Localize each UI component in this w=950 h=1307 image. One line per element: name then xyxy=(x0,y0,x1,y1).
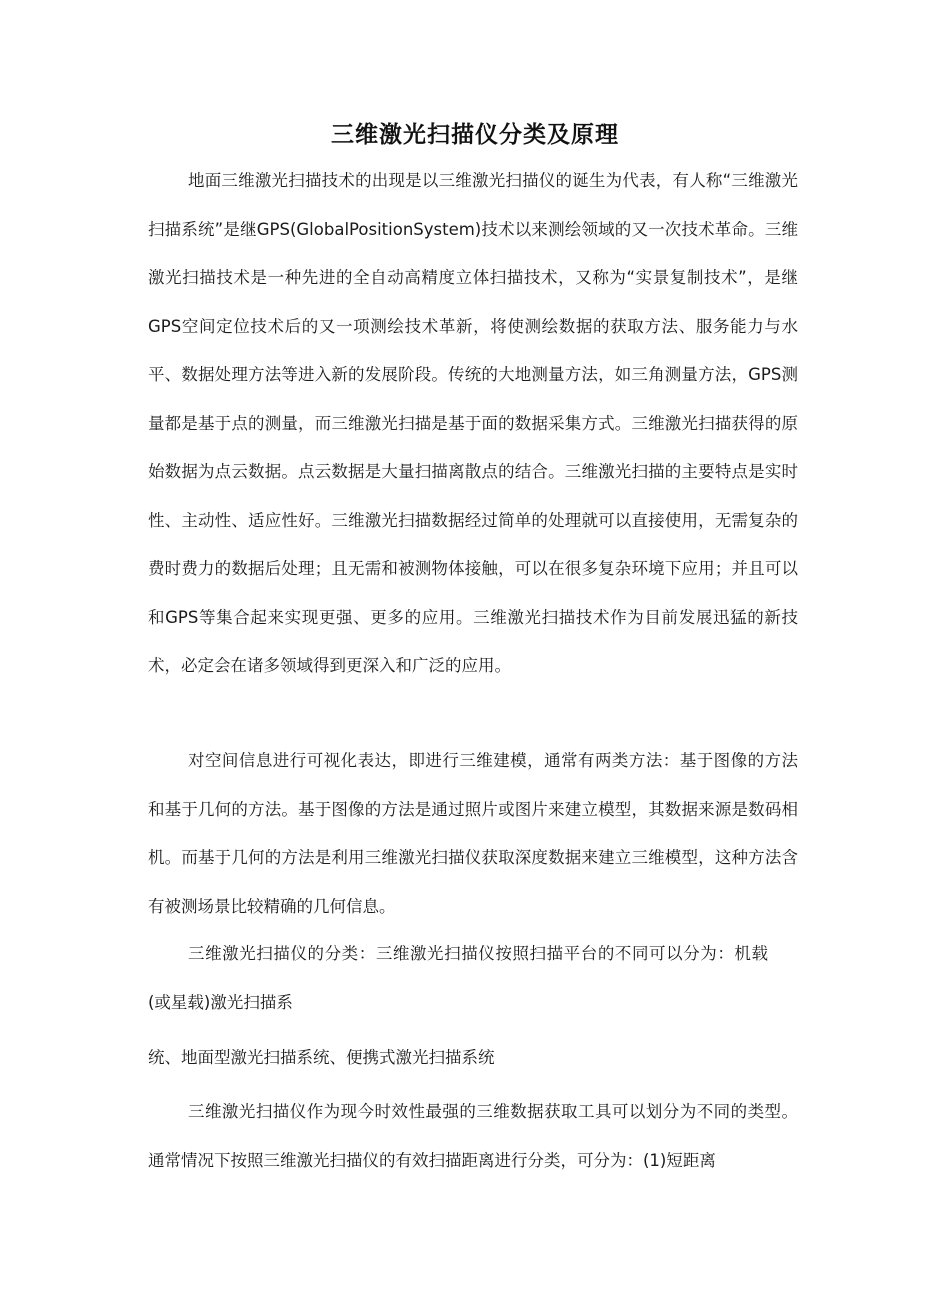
paragraph-modeling: 对空间信息进行可视化表达，即进行三维建模，通常有两类方法：基于图像的方法和基于几何的方法。基于图像的方法是通过照片或图片来建立模型，其数据来源是数码相机。而基于几何的方法是利用三维激光扫描仪获取深度数据来建立三维模型，这种方法含有被测场景比较精确的几何信息。 xyxy=(148,751,798,916)
paragraph-classification: 三维激光扫描仪的分类：三维激光扫描仪按照扫描平台的不同可以分为：机载(或星载)激光扫描系 xyxy=(148,944,768,1012)
paragraph-scan-distance: 三维激光扫描仪作为现今时效性最强的三维数据获取工具可以划分为不同的类型。通常情况下按照三维激光扫描仪的有效扫描距离进行分类，可分为：(1)短距离 xyxy=(148,1102,798,1170)
document-title: 三维激光扫描仪分类及原理 xyxy=(331,122,619,148)
paragraph-intro: 地面三维激光扫描技术的出现是以三维激光扫描仪的诞生为代表，有人称“三维激光扫描系统”是继GPS(GlobalPositionSystem)技术以来测绘领域的又一次技术革命。三维激光扫描技术是一种先进的全自动高精度立体扫描技术，又称为“实景复制技术”，是继GPS空间定位技术后的又一项测绘技术革新，将使测绘数据的获取方法、服务能力与水平、数据处理方法等进入新的发展阶段。传统的大地测量方法，如三角测量方法，GPS测量都是基于点的测量，而三维激光扫描是基于面的数据采集方式。三维激光扫描获得的原始数据为点云数据。点云数据是大量扫描离散点的结合。三维激光扫描的主要特点是实时性、主动性、适应性好。三维激光扫描数据经过简单的处理就可以直接使用，无需复杂的费时费力的数据后处理；且无需和被测物体接触，可以在很多复杂环境下应用；并且可以和GPS等集合起来实现更强、更多的应用。三维激光扫描技术作为目前发展迅猛的新技术，必定会在诸多领域得到更深入和广泛的应用。 xyxy=(148,171,798,675)
paragraph-classification-continued: 统、地面型激光扫描系统、便携式激光扫描系统 xyxy=(148,1048,495,1067)
